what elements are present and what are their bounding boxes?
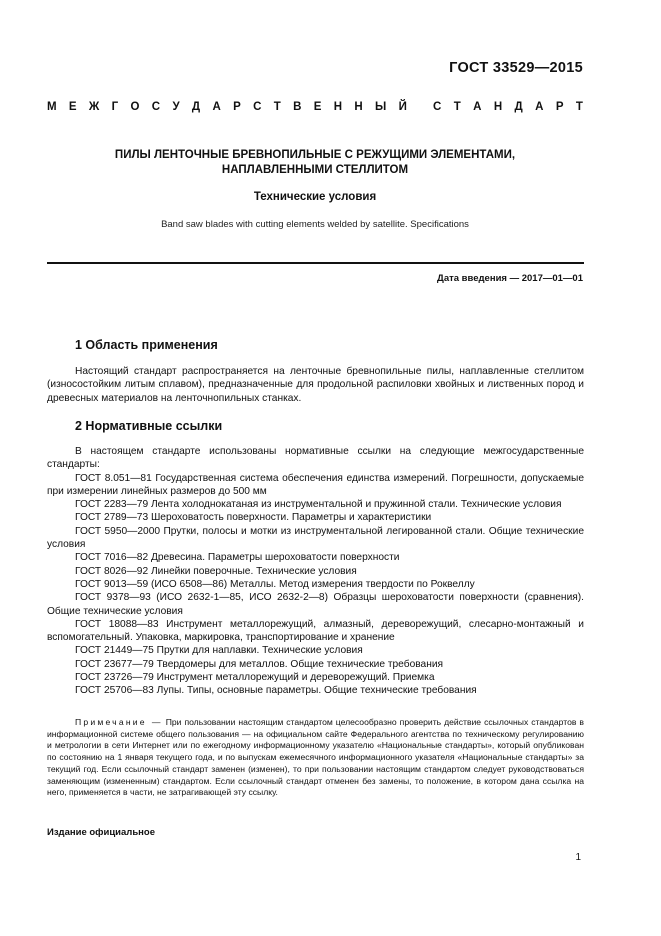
heading-letter: О bbox=[130, 101, 140, 113]
heading-letter: Р bbox=[233, 101, 241, 113]
heading-letter: А bbox=[535, 101, 544, 113]
horizontal-rule bbox=[47, 262, 584, 264]
page-number: 1 bbox=[575, 852, 581, 863]
heading-letter: Д bbox=[514, 101, 523, 113]
standard-type-heading bbox=[47, 101, 583, 113]
reference-item: ГОСТ 18088—83 Инструмент металлорежущий, алмазный, дереворежущий, слесарно-монтажный и вспомогательный. Упаковка, маркировка, транспортирование и хранение bbox=[47, 618, 584, 644]
heading-letter: Р bbox=[555, 101, 564, 113]
english-title: Band saw blades with cutting elements welded by satellite. Specifications bbox=[161, 219, 469, 230]
reference-item: ГОСТ 23677—79 Твердомеры для металлов. Общие технические требования bbox=[75, 658, 444, 670]
heading-letter: У bbox=[172, 101, 180, 113]
heading-letter: Т bbox=[575, 101, 583, 113]
references-block bbox=[47, 445, 584, 698]
heading-letter: Г bbox=[111, 101, 119, 113]
document-title-line-1: ПИЛЫ ЛЕНТОЧНЫЕ БРЕВНОПИЛЬНЫЕ С РЕЖУЩИМИ ЭЛЕМЕНТАМИ, bbox=[114, 149, 516, 161]
reference-item: ГОСТ 2283—79 Лента холоднокатаная из инструментальной и пружинной стали. Технические условия bbox=[75, 499, 562, 511]
heading-letter: А bbox=[473, 101, 482, 113]
references-list bbox=[47, 472, 584, 698]
reference-item: ГОСТ 23726—79 Инструмент металлорежущий и дереворежущий. Приемка bbox=[75, 672, 435, 684]
heading-letter: М bbox=[47, 101, 57, 113]
heading-letter: А bbox=[212, 101, 221, 113]
heading-letter: С bbox=[433, 101, 442, 113]
reference-item: ГОСТ 2789—73 Шероховатость поверхности. Параметры и характеристики bbox=[75, 512, 432, 524]
heading-letter: Н bbox=[333, 101, 343, 113]
document-code: ГОСТ 33529—2015 bbox=[449, 60, 583, 76]
heading-letter: В bbox=[293, 101, 302, 113]
references-intro: В настоящем стандарте использованы нормативные ссылки на следующие межгосударственные стандарты: bbox=[47, 446, 584, 471]
heading-letter: Т bbox=[273, 101, 281, 113]
reference-item: ГОСТ 21449—75 Прутки для наплавки. Технические условия bbox=[75, 645, 363, 657]
reference-item: ГОСТ 5950—2000 Прутки, полосы и мотки из инструментальной легированной стали. Общие технические условия bbox=[47, 525, 584, 551]
heading-letter: С bbox=[151, 101, 161, 113]
heading-letter: Е bbox=[68, 101, 77, 113]
heading-letter: Е bbox=[313, 101, 322, 113]
official-edition-label: Издание официальное bbox=[47, 827, 155, 838]
section-1-title: 1 Область применения bbox=[75, 338, 218, 352]
introduction-date: Дата введения — 2017—01—01 bbox=[437, 273, 583, 284]
reference-item: ГОСТ 8.051—81 Государственная система обеспечения единства измерений. Погрешности, допускаемые при измерении линейных размеров до 500 мм bbox=[47, 472, 584, 497]
document-title bbox=[47, 148, 583, 178]
standard-type-word-2 bbox=[433, 101, 583, 113]
heading-letter: Ж bbox=[88, 101, 100, 113]
reference-item: ГОСТ 9378—93 (ИСО 2632-1—85, ИСО 2632-2—8) Образцы шероховатости поверхности (сравнения). Общие технические условия bbox=[47, 592, 584, 617]
heading-letter: Й bbox=[398, 101, 407, 113]
standard-type-word-1 bbox=[47, 101, 407, 113]
reference-item: ГОСТ 9013—59 (ИСО 6508—86) Металлы. Метод измерения твердости по Роквеллу bbox=[75, 578, 475, 590]
note-label: Примечание — bbox=[75, 717, 163, 727]
heading-letter: Н bbox=[354, 101, 363, 113]
section-2-title: 2 Нормативные ссылки bbox=[75, 419, 223, 433]
document-title-line-2: НАПЛАВЛЕННЫМИ СТЕЛЛИТОМ bbox=[221, 164, 409, 176]
reference-item: ГОСТ 25706—83 Лупы. Типы, основные параметры. Общие технические требования bbox=[75, 685, 477, 697]
section-1-text: Настоящий стандарт распространяется на ленточные бревнопильные пилы, наплавленные стеллитом (износостойким литым сплавом), предназначенные для продольной распиловки хвойных и лиственных пород и древесных материалов на ленточнопильных станках. bbox=[47, 366, 584, 404]
heading-letter: Т bbox=[453, 101, 461, 113]
heading-letter: Ы bbox=[375, 101, 387, 113]
document-subtitle: Технические условия bbox=[253, 191, 377, 203]
heading-letter: Н bbox=[493, 101, 503, 113]
heading-letter: С bbox=[253, 101, 262, 113]
note bbox=[47, 717, 584, 799]
reference-item: ГОСТ 8026—92 Линейки поверочные. Технические условия bbox=[75, 565, 357, 577]
reference-item: ГОСТ 7016—82 Древесина. Параметры шероховатости поверхности bbox=[75, 552, 400, 564]
note-text: При пользовании настоящим стандартом целесообразно проверить действие ссылочных стандартов в информационной системе общего пользования — на официальном сайте Федерального агентства по техническому регулированию и метрологии в сети Интернет или по ежегодному информационному указателю «Национальные стандарты», который опубликован по состоянию на 1 января текущего года, и по выпускам ежемесячного информационного указателя «Национальные стандарты» за текущий год. Если ссылочный стандарт заменен (изменен), то при пользовании настоящим стандартом следует руководствоваться заменяющим (измененным) стандартом. Если ссылочный стандарт отменен без замены, то положение, в котором дана ссылка на него, применяется в части, не затрагивающей эту ссылку. bbox=[47, 717, 584, 798]
heading-letter: Д bbox=[191, 101, 201, 113]
